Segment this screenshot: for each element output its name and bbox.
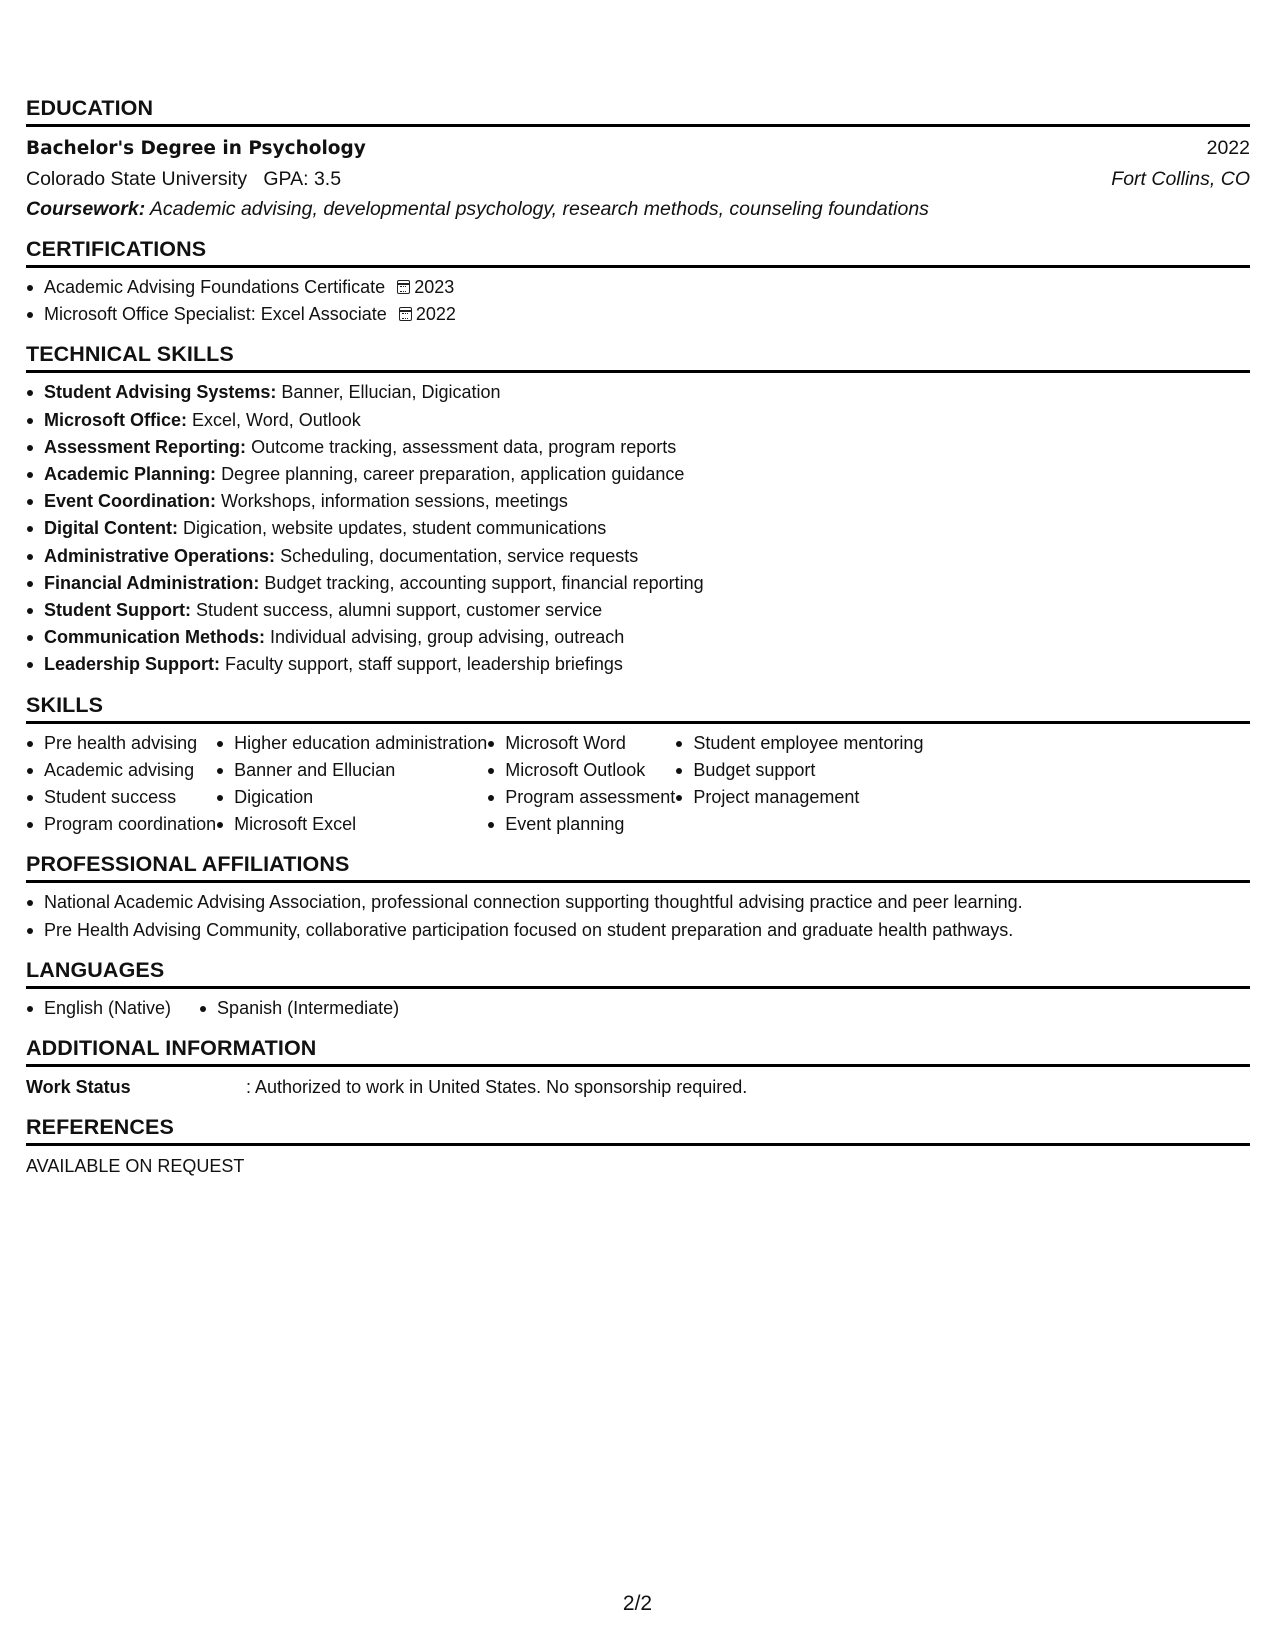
list-item: Pre health advising (44, 730, 216, 757)
list-item: Spanish (Intermediate) (217, 995, 399, 1022)
work-status-label: Work Status (26, 1077, 131, 1098)
list-item: Digication (234, 784, 487, 811)
page-number: 2/2 (622, 1592, 653, 1615)
list-item: Event planning (505, 811, 675, 838)
skill-value: Banner, Ellucian, Digication (281, 382, 501, 403)
list-item (44, 461, 1250, 488)
list-item: Student success (44, 784, 216, 811)
skill-value: Scheduling, documentation, service requests (280, 545, 639, 566)
list-item (44, 597, 1250, 624)
skill-value: Faculty support, staff support, leadership briefings (225, 654, 623, 675)
languages-section (26, 958, 1250, 1022)
skill-label: Student Advising Systems: (44, 382, 277, 403)
skill-label: Student Support: (44, 600, 191, 621)
work-status-row (26, 1073, 1250, 1101)
skill-label: Academic Planning: (44, 464, 217, 485)
additional-info-section (26, 1036, 1250, 1101)
list-item: Banner and Ellucian (234, 757, 487, 784)
list-item (44, 379, 1250, 406)
skill-value: Excel, Word, Outlook (192, 409, 361, 430)
skill-value: Workshops, information sessions, meetings (221, 491, 568, 512)
skill-value: Degree planning, career preparation, application guidance (221, 464, 685, 485)
list-item: Microsoft Word (505, 730, 675, 757)
certification-name: Microsoft Office Specialist: Excel Associate (44, 304, 387, 325)
list-item: Program assessment (505, 784, 675, 811)
languages-list (26, 995, 171, 1022)
skill-label: Assessment Reporting: (44, 436, 247, 457)
certification-name: Academic Advising Foundations Certificate (44, 277, 386, 297)
list-item: Microsoft Outlook (505, 757, 675, 784)
education-section (26, 96, 1250, 223)
affiliations-list (26, 889, 1250, 943)
skill-label: Administrative Operations: (44, 545, 276, 566)
certification-year: 2022 (415, 304, 456, 325)
list-item: Program coordination (44, 811, 216, 838)
list-item: Student employee mentoring (693, 730, 923, 757)
skill-label: Leadership Support: (44, 654, 221, 675)
skills-title: SKILLS (26, 693, 1250, 724)
coursework-text: Academic advising, developmental psychology, research methods, counseling foundations (149, 198, 929, 220)
skill-value: Student success, alumni support, customer service (196, 600, 603, 621)
skills-column (487, 730, 675, 839)
languages-list (199, 995, 399, 1022)
education-school-row (26, 164, 1250, 195)
references-section (26, 1115, 1250, 1180)
calendar-icon (399, 307, 412, 321)
school-location: Fort Collins, CO (1111, 168, 1250, 190)
list-item: Pre Health Advising Community, collaborative participation focused on student preparation and graduate health pathways. (44, 917, 1250, 944)
certification-year: 2023 (414, 277, 455, 297)
education-title: EDUCATION (26, 96, 1250, 127)
affiliations-title: PROFESSIONAL AFFILIATIONS (26, 852, 1250, 883)
list-item: Project management (693, 784, 923, 811)
degree-year: 2022 (1206, 137, 1250, 159)
skill-value: Budget tracking, accounting support, financial reporting (264, 572, 704, 593)
list-item: Academic advising (44, 757, 216, 784)
coursework-label: Coursework: (26, 198, 146, 220)
languages-row (26, 995, 1250, 1022)
list-item (44, 301, 1250, 328)
list-item (44, 407, 1250, 434)
certifications-title: CERTIFICATIONS (26, 237, 1250, 268)
list-item: Microsoft Excel (234, 811, 487, 838)
list-item (44, 543, 1250, 570)
skill-value: Outcome tracking, assessment data, program reports (251, 436, 677, 457)
list-item: Higher education administration (234, 730, 487, 757)
gpa: GPA: 3.5 (263, 168, 342, 190)
certifications-section (26, 237, 1250, 328)
affiliations-section (26, 852, 1250, 943)
list-item (44, 434, 1250, 461)
technical-skills-title: TECHNICAL SKILLS (26, 342, 1250, 373)
skills-column (26, 730, 216, 839)
list-item (44, 488, 1250, 515)
list-item (44, 570, 1250, 597)
skill-label: Event Coordination: (44, 491, 216, 512)
skill-label: Digital Content: (44, 518, 178, 539)
school-name: Colorado State University (26, 168, 248, 190)
skill-label: Communication Methods: (44, 627, 265, 648)
school-line (26, 164, 341, 195)
list-item: Budget support (693, 757, 923, 784)
list-item (44, 274, 1250, 301)
skill-label: Financial Administration: (44, 572, 260, 593)
technical-skills-section (26, 342, 1250, 678)
list-item (44, 651, 1250, 678)
skills-column (675, 730, 923, 839)
list-item: National Academic Advising Association, professional connection supporting thoughtful advising practice and peer learning. (44, 889, 1250, 916)
references-title: REFERENCES (26, 1115, 1250, 1146)
education-degree-row (26, 133, 1250, 164)
work-status-value: : Authorized to work in United States. No sponsorship required. (246, 1077, 748, 1098)
coursework (26, 195, 1250, 223)
degree-name: Bachelor's Degree in Psychology (26, 138, 366, 159)
skills-grid (26, 730, 1250, 839)
skills-column (216, 730, 487, 839)
references-text: AVAILABLE ON REQUEST (26, 1156, 245, 1177)
skills-section (26, 693, 1250, 839)
skill-value: Digication, website updates, student communications (183, 518, 607, 539)
additional-info-title: ADDITIONAL INFORMATION (26, 1036, 1250, 1067)
languages-title: LANGUAGES (26, 958, 1250, 989)
list-item: English (Native) (44, 995, 171, 1022)
list-item (44, 515, 1250, 542)
calendar-icon (397, 280, 410, 294)
list-item (44, 624, 1250, 651)
skill-label: Microsoft Office: (44, 409, 188, 430)
resume-page (26, 96, 1250, 1194)
technical-skills-list (26, 379, 1250, 678)
skill-value: Individual advising, group advising, outreach (270, 627, 625, 648)
certifications-list (26, 274, 1250, 328)
